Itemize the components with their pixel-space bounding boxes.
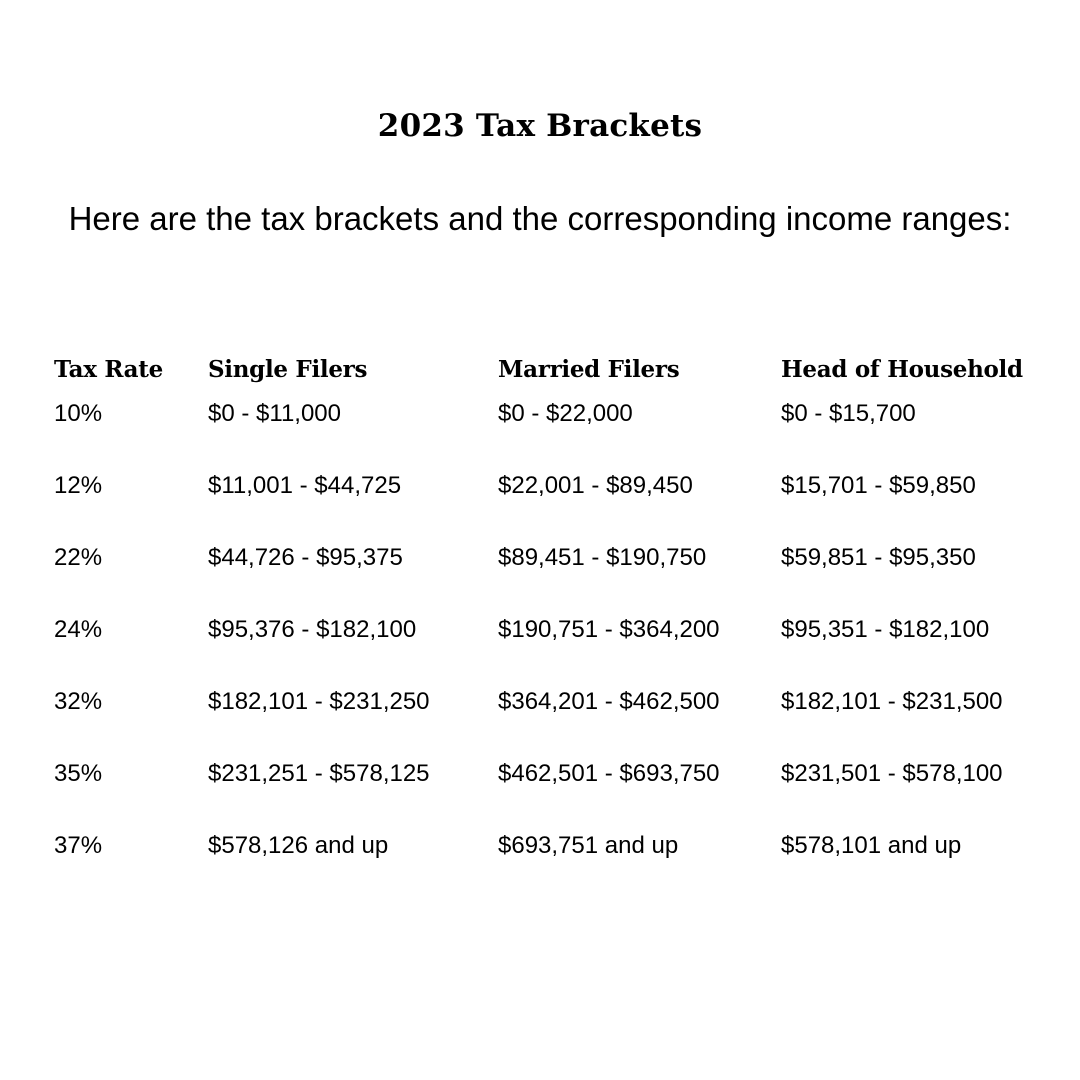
tax-brackets-table [0, 352, 1080, 859]
table-row [0, 542, 1080, 614]
cell-head-of-household: $231,501 - $578,100 [781, 760, 1003, 787]
table-body [0, 398, 1080, 902]
cell-tax-rate: 32% [54, 688, 103, 715]
header-single-filers: Single Filers [208, 356, 368, 383]
cell-tax-rate: 10% [54, 400, 103, 427]
cell-single-filers: $11,001 - $44,725 [208, 472, 402, 499]
cell-married-filers: $693,751 and up [498, 832, 679, 859]
page-title: 2023 Tax Brackets [377, 108, 703, 144]
cell-married-filers: $462,501 - $693,750 [498, 760, 720, 787]
cell-single-filers: $0 - $11,000 [208, 400, 341, 427]
cell-single-filers: $95,376 - $182,100 [208, 616, 417, 643]
cell-single-filers: $182,101 - $231,250 [208, 688, 430, 715]
cell-head-of-household: $578,101 and up [781, 832, 962, 859]
cell-head-of-household: $0 - $15,700 [781, 400, 916, 427]
header-head-of-household: Head of Household [781, 356, 1023, 383]
table-row [0, 398, 1080, 470]
cell-tax-rate: 35% [54, 760, 103, 787]
cell-married-filers: $364,201 - $462,500 [498, 688, 720, 715]
cell-tax-rate: 22% [54, 544, 103, 571]
cell-tax-rate: 37% [54, 832, 103, 859]
table-header-row [0, 352, 1080, 388]
table-row [0, 686, 1080, 758]
cell-single-filers: $231,251 - $578,125 [208, 760, 430, 787]
cell-single-filers: $44,726 - $95,375 [208, 544, 403, 571]
cell-single-filers: $578,126 and up [208, 832, 389, 859]
cell-head-of-household: $15,701 - $59,850 [781, 472, 976, 499]
header-tax-rate: Tax Rate [54, 356, 163, 383]
cell-head-of-household: $59,851 - $95,350 [781, 544, 976, 571]
page-subtitle: Here are the tax brackets and the corresponding income ranges: [68, 200, 1012, 237]
cell-tax-rate: 24% [54, 616, 103, 643]
table-row [0, 470, 1080, 542]
cell-married-filers: $0 - $22,000 [498, 400, 633, 427]
table-row [0, 830, 1080, 902]
cell-married-filers: $190,751 - $364,200 [498, 616, 720, 643]
cell-married-filers: $22,001 - $89,450 [498, 472, 693, 499]
cell-head-of-household: $182,101 - $231,500 [781, 688, 1003, 715]
cell-married-filers: $89,451 - $190,750 [498, 544, 707, 571]
cell-head-of-household: $95,351 - $182,100 [781, 616, 990, 643]
header-married-filers: Married Filers [498, 356, 680, 383]
table-row [0, 758, 1080, 830]
cell-tax-rate: 12% [54, 472, 103, 499]
table-row [0, 614, 1080, 686]
